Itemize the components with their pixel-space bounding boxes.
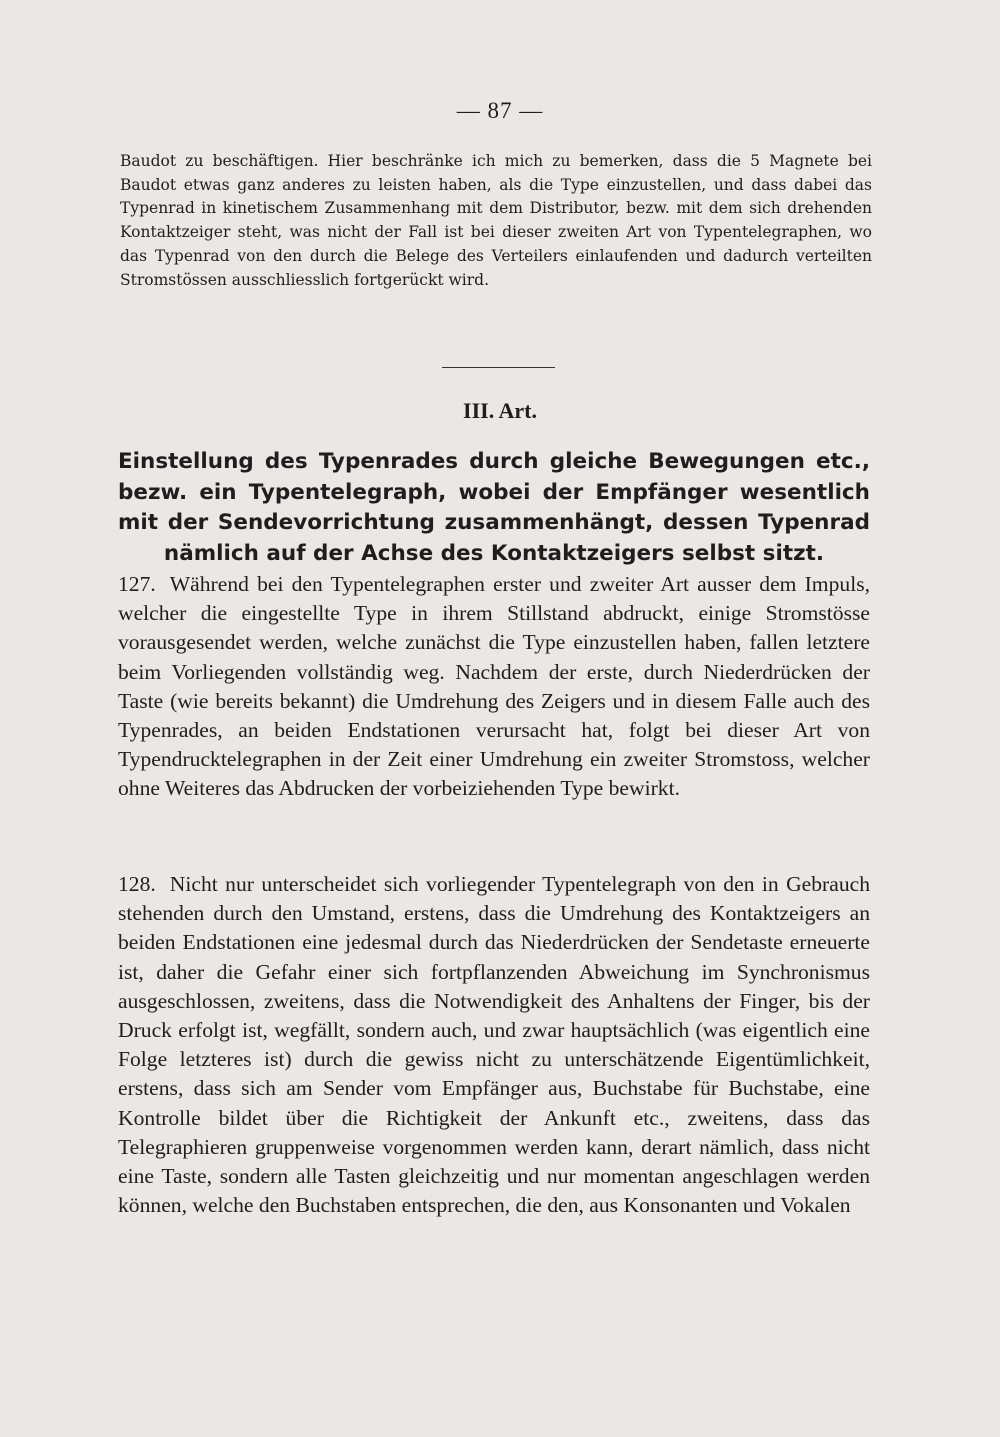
paragraph-number: 128. — [118, 872, 156, 896]
paragraph-text: Während bei den Typentelegraphen erster und zweiter Art ausser dem Impuls, welcher die eingestellte Type in ihrem Stillstand abdruckt, einige Stromstösse vorausgesendet werden, welche zunächst die Type einzustellen haben, fallen letztere beim Vorliegenden vollständig weg. Nachdem der erste, durch Niederdrücken der Taste (wie bereits bekannt) die Umdrehung des Zeigers und in diesem Falle auch des Typenrades, an beiden Endstationen verursacht hat, folgt bei dieser Art von Typendrucktelegraphen in der Zeit einer Umdrehung ein zweiter Stromstoss, welcher ohne Weiteres das Abdrucken der vorbeiziehenden Type bewirkt. — [118, 572, 870, 801]
intro-paragraph: Baudot zu beschäftigen. Hier beschränke ich mich zu bemerken, dass die 5 Magnete bei Baudot etwas ganz anderes zu leisten haben, als die Type einzustellen, und dass dabei das Typenrad in kinetischem Zusammenhang mit dem Distributor, bezw. mit dem sich drehenden Kontaktzeiger steht, was nicht der Fall ist bei dieser zweiten Art von Typentelegraphen, wo das Typenrad von den durch die Belege des Verteilers einlaufenden und dadurch verteilten Stromstössen ausschliesslich fortgerückt wird. — [120, 152, 872, 289]
intro-paragraph-block — [120, 150, 872, 292]
section-title: III. Art. — [463, 398, 537, 423]
paragraph-number: 127. — [118, 572, 156, 596]
paragraph-127 — [118, 570, 870, 804]
section-heading: Einstellung des Typenrades durch gleiche Bewegungen etc., bezw. ein Typentelegraph, wobei der Empfänger wesentlich mit der Sendevorrichtung zusammenhängt, dessen Typenrad nämlich auf der Achse des Kontaktzeigers selbst sitzt. — [118, 449, 870, 566]
page-number: — 87 — — [456, 98, 544, 123]
paragraph-text: Nicht nur unterscheidet sich vorliegender Typentelegraph von den in Gebrauch stehenden durch den Umstand, erstens, dass die Umdrehung des Kontaktzeigers an beiden Endstationen eine jedesmal durch das Niederdrücken der Sendetaste erneuerte ist, daher die Gefahr einer sich fortpflanzenden Abweichung im Synchronismus ausgeschlossen, zweitens, dass die Notwendigkeit des Anhaltens der Finger, bis der Druck erfolgt ist, wegfällt, sondern auch, und zwar hauptsächlich (was eigentlich eine Folge letzteres ist) durch die gewiss nicht zu unterschätzende Eigentümlichkeit, erstens, dass sich am Sender vom Empfänger aus, Buchstabe für Buchstabe, eine Kontrolle bildet über die Richtigkeit der Ankunft etc., zweitens, dass das Telegraphieren gruppenweise vorgenommen werden kann, derart nämlich, dass nicht eine Taste, sondern alle Tasten gleichzeitig und nur momentan angeschlagen werden können, welche den Buchstaben entsprechen, die den, aus Konsonanten und Vokalen — [118, 872, 870, 1218]
paragraph-128 — [118, 870, 870, 1220]
section-divider — [442, 367, 555, 368]
